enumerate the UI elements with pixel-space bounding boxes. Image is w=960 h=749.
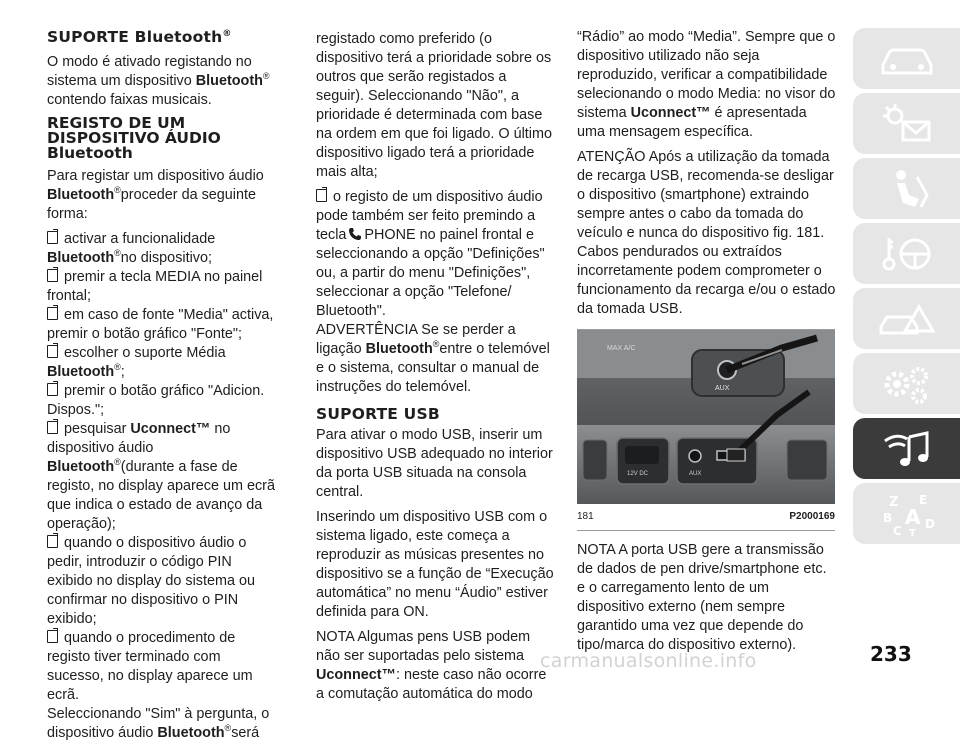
checkbox-bullet-icon xyxy=(47,345,58,358)
paragraph: registado como preferido (o dispositivo terá a prioridade sobre os outros que serão registados a seguir). Seleccionando "Não", a prioridade é determinada com base na ordem em que foi ligado. O último dispositivo ligado terá a prioridade mais alta; xyxy=(316,31,552,180)
heading-registo: REGISTO DE UM DISPOSITIVO ÁUDIO Bluetooth xyxy=(47,114,221,162)
checkbox-bullet-icon xyxy=(47,535,58,548)
checkbox-bullet-icon xyxy=(47,269,58,282)
svg-text:E: E xyxy=(918,492,927,507)
tab-warning-lights[interactable] xyxy=(853,93,960,154)
usb-console-photo xyxy=(577,330,835,504)
figure-usb-port xyxy=(577,329,835,531)
car-overview-icon xyxy=(875,35,939,83)
phone-icon xyxy=(348,227,362,241)
watermark: carmanualsonline.info xyxy=(540,650,757,672)
airbag-seat-icon xyxy=(875,165,939,213)
maintenance-gears-icon xyxy=(875,360,939,408)
column-3 xyxy=(577,28,837,661)
checkbox-bullet-icon xyxy=(47,307,58,320)
list-item: o registo de um dispositivo áudio pode também ser feito premindo a tecla PHONE no painel frontal e seleccionando a opção "Definições" ou, a partir do menu "Definições", seleccionar a opção "Telefone/ Bluetooth". xyxy=(316,189,545,319)
svg-text:A: A xyxy=(904,504,920,529)
checkbox-bullet-icon xyxy=(47,383,58,396)
svg-text:12V DC: 12V DC xyxy=(627,471,649,477)
multimedia-music-icon xyxy=(875,425,939,473)
tab-breakdown[interactable] xyxy=(853,288,960,349)
paragraph: ATENÇÃO Após a utilização da tomada de recarga USB, recomenda-se desligar o dispositivo (smartphone) extraindo sempre antes o cabo da tomada do veículo e nunca do dispositivo fig. 181. Cabos pendurados ou extraídos incorretamente podem comprometer o funcionamento da recarga e/ou o estado da tomada USB. xyxy=(577,149,836,317)
tab-airbag-seat[interactable] xyxy=(853,158,960,219)
checkbox-bullet-icon xyxy=(316,189,327,202)
paragraph: Para ativar o modo USB, inserir um dispositivo USB adequado no interior da porta USB situada na consola central. xyxy=(316,427,553,500)
svg-text:MAX A/C: MAX A/C xyxy=(607,345,636,352)
list-item: premir a tecla MEDIA no painel frontal; xyxy=(47,269,263,304)
tab-multimedia[interactable] xyxy=(853,418,960,479)
paragraph: Para registar um dispositivo áudio Bluetooth®proceder da seguinte forma: xyxy=(47,168,264,222)
paragraph: Inserindo um dispositivo USB com o sistema ligado, este começa a reproduzir as músicas presentes no dispositivo se a função de “Execução automática” no menu “Áudio” estiver definida para ON. xyxy=(316,509,554,620)
paragraph: NOTA A porta USB gere a transmissão de dados de pen drive/smartphone etc. e o carregamento lento de um dispositivo externo (nem sempre garantido uma vez que depende do tipo/marca do dispositivo externo). xyxy=(577,542,827,653)
tab-maintenance[interactable] xyxy=(853,353,960,414)
svg-text:B: B xyxy=(882,510,892,525)
list-item: quando o dispositivo áudio o pedir, introduzir o código PIN exibido no display do sistema ou confirmar no dispositivo o PIN exibido; xyxy=(47,535,255,627)
svg-text:C: C xyxy=(892,523,902,538)
svg-text:Z: Z xyxy=(888,494,898,510)
chapter-tabs-sidebar xyxy=(853,28,960,548)
checkbox-bullet-icon xyxy=(47,630,58,643)
paragraph: O modo é ativado registando no sistema um dispositivo Bluetooth® contendo faixas musicais. xyxy=(47,54,270,108)
warning-lights-icon xyxy=(875,100,939,148)
column-1 xyxy=(47,28,277,749)
paragraph: ADVERTÊNCIA Se se perder a ligação Bluetooth®entre o telemóvel e o sistema, consultar o manual de instruções do telemóvel. xyxy=(316,322,550,395)
tab-alphabetical-index[interactable] xyxy=(853,483,960,544)
column-2 xyxy=(316,30,556,710)
checkbox-bullet-icon xyxy=(47,231,58,244)
tab-car-overview[interactable] xyxy=(853,28,960,89)
list-item: premir o botão gráfico "Adicion. Dispos."; xyxy=(47,383,265,418)
list-item: activar a funcionalidade Bluetooth®no dispositivo; xyxy=(47,231,216,266)
list-item: em caso de fonte "Media" activa, premir o botão gráfico "Fonte"; xyxy=(47,307,274,342)
list-item: pesquisar Uconnect™ no dispositivo áudio Bluetooth®(durante a fase de registo, no display aparece um ecrã que indica o estado de avanço da operação); xyxy=(47,421,275,532)
list-item: quando o procedimento de registo tiver terminado com sucesso, no display aparece um ecrã. xyxy=(47,630,253,703)
paragraph: Seleccionando "Sim" à pergunta, o dispositivo áudio Bluetooth®será xyxy=(47,706,270,741)
svg-text:T: T xyxy=(908,527,916,538)
tab-key-steering[interactable] xyxy=(853,223,960,284)
key-steering-icon xyxy=(875,230,939,278)
svg-text:AUX: AUX xyxy=(715,385,730,392)
paragraph: NOTA Algumas pens USB podem não ser suportadas pelo sistema Uconnect™: neste caso não ocorre a comutação automática do modo xyxy=(316,629,547,702)
list-item: escolher o suporte Média Bluetooth®; xyxy=(47,345,226,380)
page-number: 233 xyxy=(870,642,912,666)
heading-suporte-usb: SUPORTE USB xyxy=(316,405,440,423)
alphabetical-index-icon xyxy=(875,490,939,538)
paragraph: “Rádio” ao modo “Media”. Sempre que o dispositivo utilizado não seja reproduzido, verificar a compatibilidade selecionando o modo Media: no visor do sistema Uconnect™ é apresentada uma mensagem específica. xyxy=(577,29,836,140)
svg-text:AUX: AUX xyxy=(689,471,702,477)
breakdown-car-icon xyxy=(875,295,939,343)
figure-code: P2000169 xyxy=(789,511,835,522)
checkbox-bullet-icon xyxy=(47,421,58,434)
figure-caption xyxy=(577,504,835,530)
heading-suporte-bluetooth: SUPORTE Bluetooth® xyxy=(47,28,232,46)
svg-text:D: D xyxy=(924,516,935,531)
figure-number: 181 xyxy=(577,511,594,522)
